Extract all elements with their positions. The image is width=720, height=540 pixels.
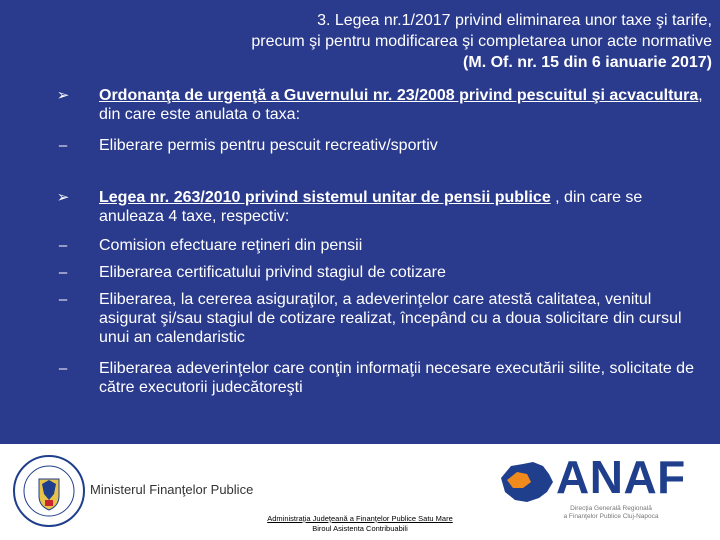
romania-map-icon bbox=[497, 460, 555, 506]
header-line-1: 3. Legea nr.1/2017 privind eliminarea unor taxe şi tarife, bbox=[317, 12, 712, 29]
dash-bullet-icon: – bbox=[58, 137, 68, 154]
anaf-logo-text: ANAF bbox=[556, 451, 686, 503]
slide-header bbox=[92, 10, 712, 73]
item-text: Comision efectuare reţineri din pensii bbox=[99, 237, 363, 254]
item-text: Eliberarea certificatului privind stagiul de cotizare bbox=[99, 264, 446, 281]
anaf-subtitle: Direcţia Generală Regională a Finanţelor Publice Cluj-Napoca bbox=[563, 505, 659, 520]
law-link[interactable]: Legea nr. 263/2010 privind sistemul unitar de pensii publice bbox=[99, 189, 551, 206]
item-suffix: , din care este anulata o taxa: bbox=[99, 87, 703, 123]
item-text: Eliberare permis pentru pescuit recreativ/sportiv bbox=[99, 137, 438, 154]
item-suffix: , din care se anuleaza 4 taxe, respectiv: bbox=[99, 189, 643, 225]
footer bbox=[0, 444, 720, 540]
item-text: Eliberarea adeverinţelor care conţin informaţii necesare executării silite, solicitate de către executorii judecătoreşti bbox=[99, 360, 694, 396]
header-line-3: (M. Of. nr. 15 din 6 ianuarie 2017) bbox=[463, 54, 712, 71]
ministry-name: Ministerul Finanţelor Publice bbox=[90, 482, 254, 497]
administration-name: Administraţia Judeţeană a Finanţelor Publice Satu Mare Biroul Asistenta Contribuabili bbox=[267, 514, 453, 533]
dash-bullet-icon: – bbox=[58, 237, 68, 254]
item-text: Eliberarea, la cererea asiguraţilor, a adeverinţelor care atestă calitatea, venitul asigurat şi/sau stagiul de cotizare realizat, începând cu a doua solicitare din cursul unui an calendaristic bbox=[99, 291, 682, 346]
arrow-bullet-icon: ➢ bbox=[56, 189, 70, 206]
romania-coat-of-arms-icon bbox=[12, 454, 86, 528]
arrow-bullet-icon: ➢ bbox=[56, 87, 70, 104]
dash-bullet-icon: – bbox=[58, 291, 68, 308]
law-link[interactable]: Ordonanţa de urgenţă a Guvernului nr. 23/2008 privind pescuitul şi acvacultura bbox=[99, 87, 699, 104]
dash-bullet-icon: – bbox=[58, 360, 68, 377]
header-line-2: precum şi pentru modificarea şi completarea unor acte normative bbox=[251, 33, 712, 50]
dash-bullet-icon: – bbox=[58, 264, 68, 281]
